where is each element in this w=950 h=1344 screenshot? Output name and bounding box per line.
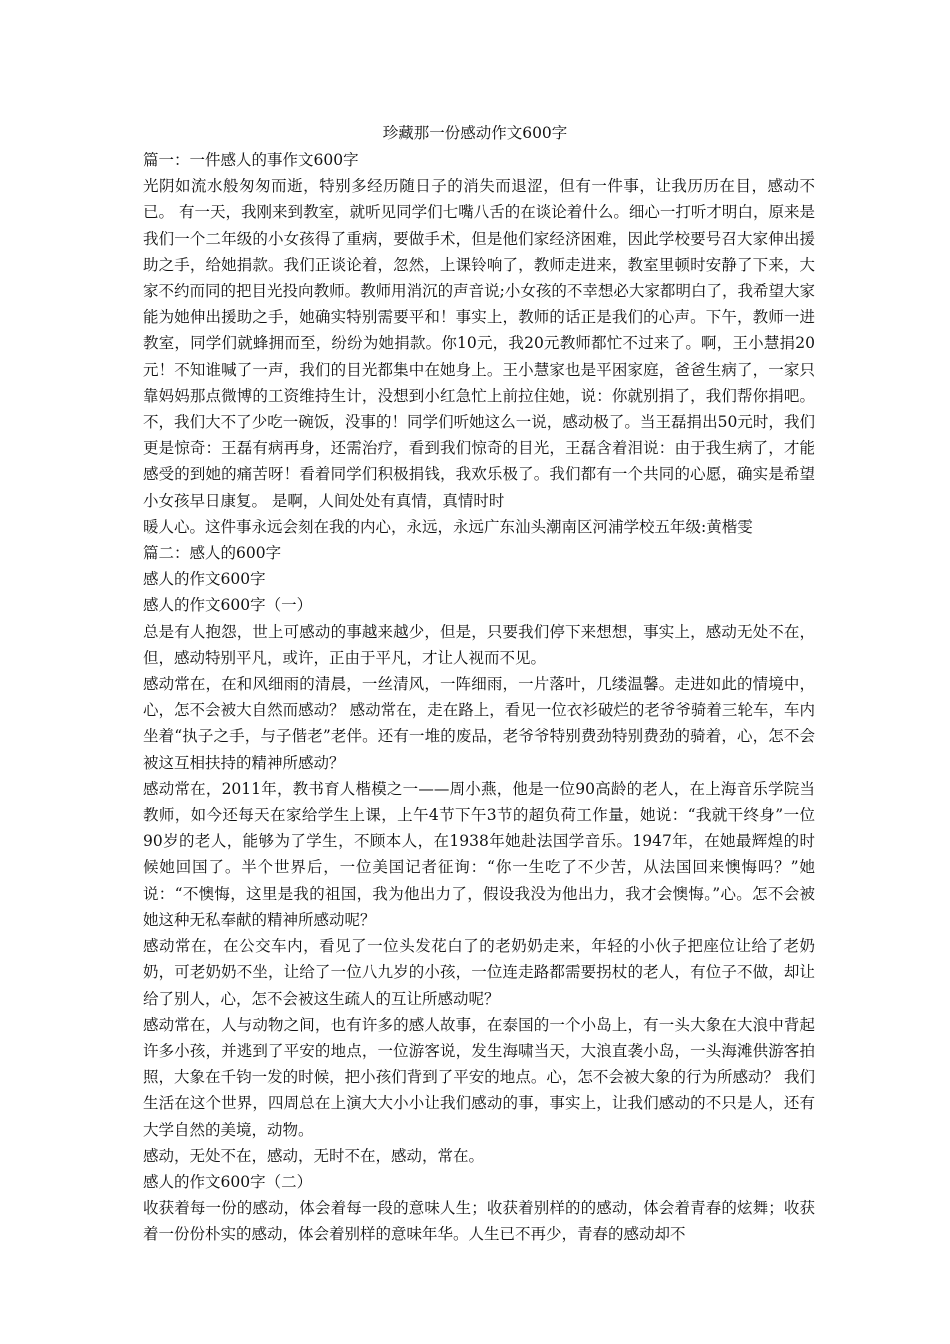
paragraph: 感动常在，人与动物之间，也有许多的感人故事，在泰国的一个小岛上，有一头大象在大浪中背起许多小孩，并逃到了平安的地点，一位游客说，发生海啸当天，大浪直袭小岛，一头海滩供游客拍照，大象在千钧一发的时候，把小孩们背到了平安的地点。心，怎不会被大象的行为所感动？ 我们生活在这个世界，四周总在上演大大小小让我们感动的事，事实上，让我们感动的不只是人，还有大学自然的美境，动物。 [143, 1015, 815, 1139]
paragraph: 光阴如流水般匆匆而逝，特别多经历随日子的消失而退涩，但有一件事，让我历历在目，感动不已。 有一天，我刚来到教室，就听见同学们七嘴八舌的在谈论着什么。细心一打听才明白，原来是我们一个二年级的小女孩得了重病，要做手术，但是他们家经济困难，因此学校要号召大家伸出援助之手，给她捐款。我们正谈论着，忽然，上课铃响了，教师走进来，教室里顿时安静了下来，大家不约而同的把目光投向教师。教师用消沉的声音说;小女孩的不幸想必大家都明白了，我希望大家能为她伸出援助之手，她确实特别需要平和！事实上，教师的话正是我们的心声。下午，教师一进教室，同学们就蜂拥而至，纷纷为她捐款。你10元，我20元教师都忙不过来了。啊，王小慧捐20元！不知谁喊了一声，我们的目光都集中在她身上。王小慧家也是平困家庭，爸爸生病了，一家只靠妈妈那点微博的工资维持生计，没想到小红急忙上前拉住她，说：你就别捐了，我们帮你捐吧。不，我们大不了少吃一碗饭，没事的！同学们听她这么一说，感动极了。当王磊捐出50元时，我们更是惊奇：王磊有病再身，还需治疗，看到我们惊奇的目光，王磊含着泪说：由于我生病了，才能感受的到她的痛苦呀！看着同学们积极捐钱，我欢乐极了。我们都有一个共同的心愿，确实是希望小女孩早日康复。 是啊，人间处处有真情，真情时时 [143, 177, 815, 510]
paragraph: 总是有人抱怨，世上可感动的事越来越少，但是，只要我们停下来想想，事实上，感动无处不在，但，感动特别平凡，或许，正由于平凡，才让人视而不见。 [143, 622, 815, 667]
paragraph: 感动常在，在公交车内，看见了一位头发花白了的老奶奶走来，年轻的小伙子把座位让给了老奶奶，可老奶奶不坐，让给了一位八九岁的小孩，一位连走路都需要拐杖的老人，有位子不做，却让给了别人，心，怎不会被这生疏人的互让所感动呢？ [143, 937, 815, 1008]
subheading: 感人的作文600字 [143, 570, 266, 589]
subheading-part-1: 感人的作文600字（一） [143, 596, 313, 615]
paragraph: 感动，无处不在，感动，无时不在，感动，常在。 [143, 1146, 485, 1165]
document-body [143, 147, 815, 1248]
section-heading-1: 篇一：一件感人的事作文600字 [143, 151, 359, 169]
paragraph: 暖人心。这件事永远会刻在我的内心，永远，永远广东汕头潮南区河浦学校五年级:黄楷雯 [143, 517, 753, 536]
section-heading-2: 篇二：感人的600字 [143, 544, 282, 563]
paragraph: 收获着每一份的感动，体会着每一段的意味人生；收获着别样的的感动，体会着青春的炫舞；收获着一份份朴实的感动，体会着别样的意味年华。人生已不再少，青春的感动却不 [143, 1199, 815, 1244]
document-title: 珍藏那一份感动作文600字 [382, 124, 568, 142]
paragraph: 感动常在，在和风细雨的清晨，一丝清风，一阵细雨，一片落叶，几缕温馨。走进如此的情境中，心，怎不会被大自然而感动？ 感动常在，走在路上，看见一位衣衫破烂的老爷爷骑着三轮车，车内坐着“执子之手，与子偕老”老伴。还有一堆的废品，老爷爷特别费劲特别费劲的骑着，心，怎不会被这互相扶持的精神所感动？ [143, 675, 815, 772]
paragraph: 感动常在，2011年，教书育人楷模之一——周小燕，他是一位90高龄的老人，在上海音乐学院当教师，如今还每天在家给学生上课，上午4节下午3节的超负荷工作量，她说：“我就干终身”一位90岁的老人，能够为了学生，不顾本人，在1938年她赴法国学音乐。1947年，在她最辉煌的时候她回国了。半个世界后，一位美国记者征询：“你一生吃了不少苦，从法国回来懊悔吗？”她说：“不懊悔，这里是我的祖国，我为他出力了，假设我没为他出力，我才会懊悔。”心。怎不会被她这种无私奉献的精神所感动呢？ [143, 779, 815, 929]
subheading-part-2: 感人的作文600字（二） [143, 1172, 313, 1191]
